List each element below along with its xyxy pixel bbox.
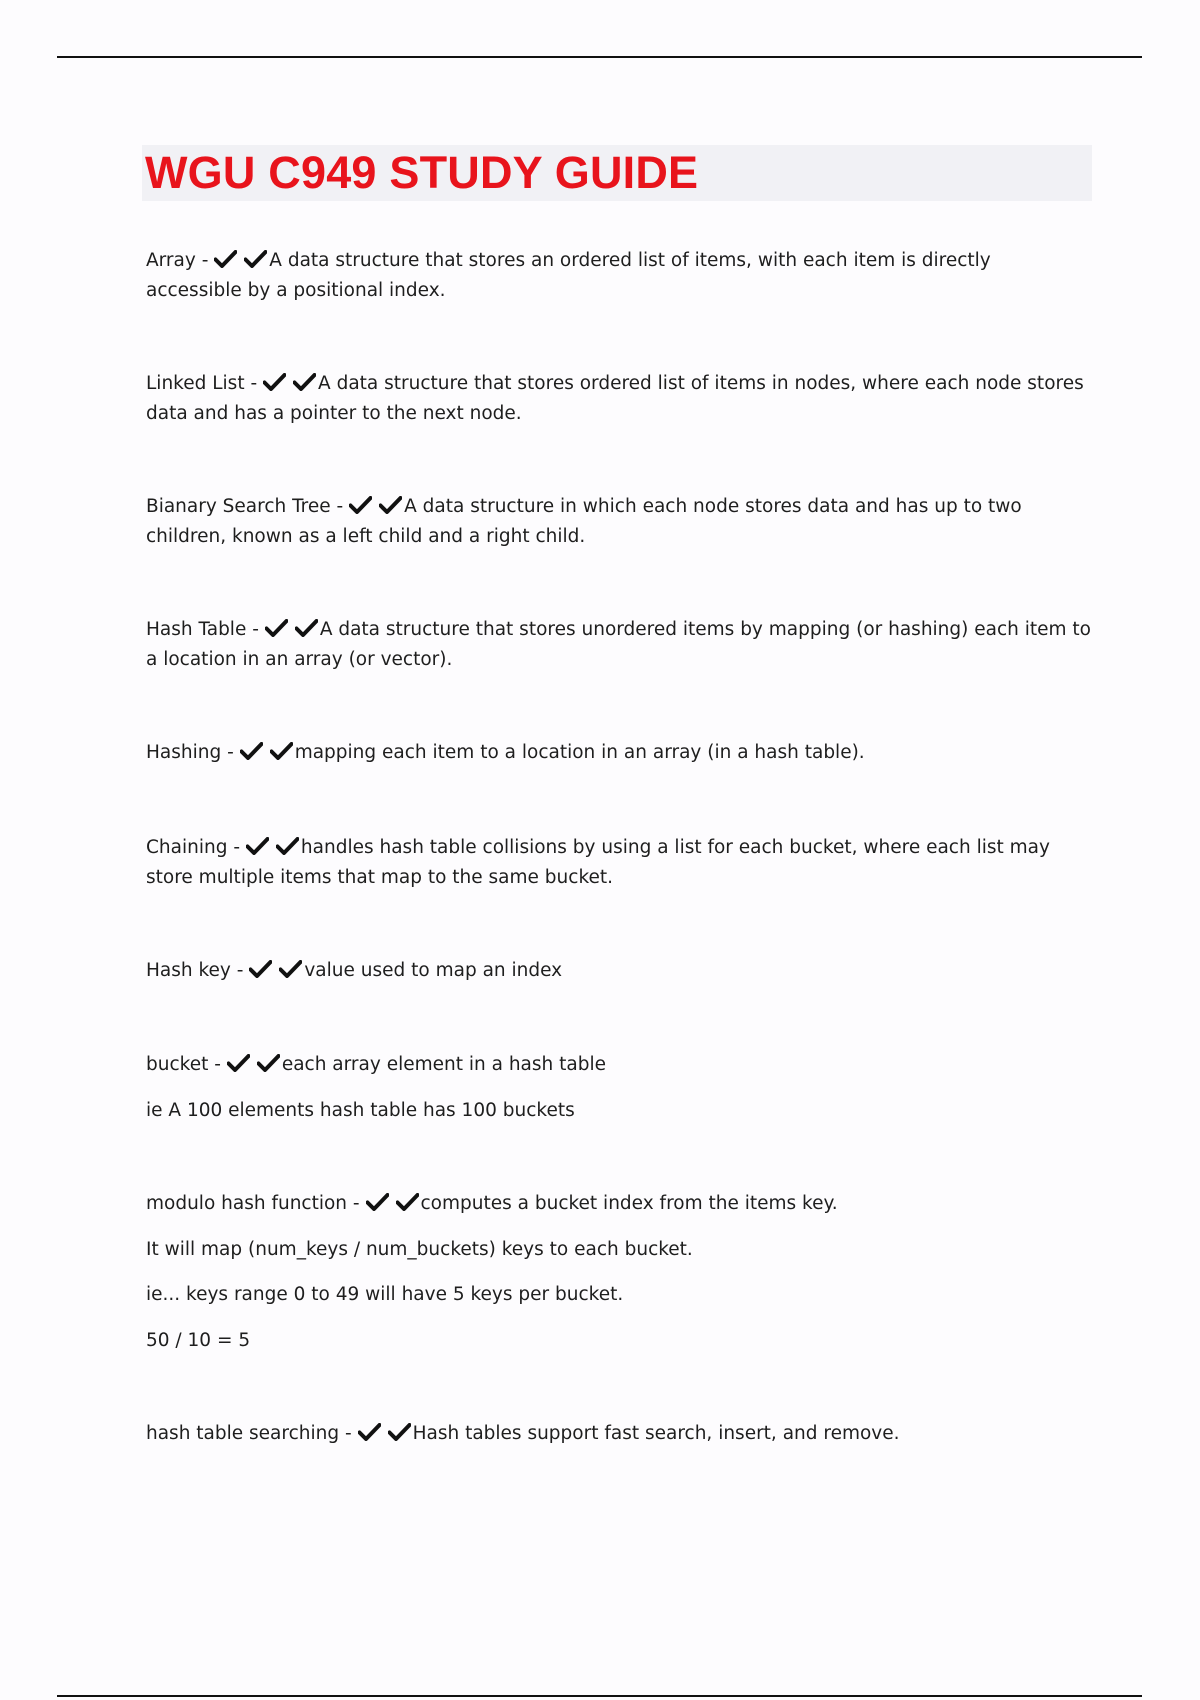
entry-note: It will map (num_keys / num_buckets) keys to each bucket. — [146, 1239, 693, 1260]
entry-separator: - — [236, 960, 244, 981]
page-title: WGU C949 STUDY GUIDE — [145, 147, 699, 198]
entry-separator: - — [201, 250, 209, 271]
entry-separator: - — [352, 1193, 360, 1214]
top-rule — [57, 56, 1142, 58]
checkmark-icon — [276, 837, 299, 855]
checkmark-icon — [388, 1423, 411, 1441]
entry-hash-table — [146, 615, 1091, 675]
entry-definition: computes a bucket index from the items key. — [420, 1193, 838, 1214]
entry-term: modulo hash function — [146, 1193, 348, 1214]
entry-term: Hashing — [146, 742, 222, 763]
entry-note: ie A 100 elements hash table has 100 buckets — [146, 1100, 575, 1121]
entry-hash-table-searching — [146, 1419, 1091, 1449]
entry-separator: - — [227, 742, 234, 763]
entry-separator: - — [345, 1423, 352, 1444]
entry-definition: each array element in a hash table — [281, 1054, 606, 1075]
entry-hash-key — [146, 956, 1091, 986]
checkmark-icon — [293, 373, 316, 391]
entry-definition: A data structure in which each node stores data and has up to two children, known as a left child and a right child. — [146, 496, 1022, 547]
entry-definition: A data structure that stores unordered items by mapping (or hashing) each item to a location in an array (or vector). — [146, 619, 1091, 670]
entry-hashing — [146, 738, 1091, 768]
checkmark-icon — [396, 1193, 419, 1211]
entry-separator: - — [252, 619, 259, 640]
entry-definition: handles hash table collisions by using a list for each bucket, where each list may store multiple items that map to the same bucket. — [146, 837, 1050, 888]
entry-term: hash table searching — [146, 1423, 340, 1444]
entry-term: Linked List — [146, 373, 245, 394]
entry-binary-search-tree — [146, 492, 1091, 552]
checkmark-icon — [244, 250, 267, 268]
checkmark-icon — [270, 742, 293, 760]
checkmark-icon — [227, 1054, 250, 1072]
entry-term: Chaining — [146, 837, 228, 858]
checkmark-icon — [263, 373, 286, 391]
entry-separator: - — [214, 1054, 221, 1075]
checkmark-icon — [349, 496, 372, 514]
entry-chaining — [146, 833, 1091, 893]
entry-definition: Hash tables support fast search, insert, and remove. — [412, 1423, 900, 1444]
entry-definition: value used to map an index — [304, 960, 563, 981]
entry-definition: mapping each item to a location in an array (in a hash table). — [294, 742, 865, 763]
entry-term: Array — [146, 250, 196, 271]
entry-bucket — [146, 1050, 1091, 1080]
entry-term: Hash key — [146, 960, 231, 981]
entry-note: 50 / 10 = 5 — [146, 1330, 251, 1351]
entry-term: Bianary Search Tree — [146, 496, 331, 517]
checkmark-icon — [366, 1193, 389, 1211]
checkmark-icon — [295, 619, 318, 637]
checkmark-icon — [279, 960, 302, 978]
entry-term: bucket — [146, 1054, 209, 1075]
entry-separator: - — [250, 373, 258, 394]
checkmark-icon — [249, 960, 272, 978]
entry-definition: A data structure that stores an ordered list of items, with each item is directly accessible by a positional index. — [146, 250, 991, 301]
entry-separator: - — [233, 837, 241, 858]
entry-definition: A data structure that stores ordered list of items in nodes, where each node stores data and has a pointer to the next node. — [146, 373, 1084, 424]
entry-array — [146, 246, 1091, 306]
checkmark-icon — [246, 837, 269, 855]
entry-note: ie... keys range 0 to 49 will have 5 keys per bucket. — [146, 1284, 624, 1305]
entry-separator: - — [336, 496, 344, 517]
entry-modulo-hash-function — [146, 1189, 1091, 1219]
bottom-rule — [57, 1695, 1142, 1697]
checkmark-icon — [257, 1054, 280, 1072]
checkmark-icon — [379, 496, 402, 514]
entry-term: Hash Table — [146, 619, 247, 640]
entry-linked-list — [146, 369, 1091, 429]
checkmark-icon — [240, 742, 263, 760]
checkmark-icon — [214, 250, 237, 268]
checkmark-icon — [358, 1423, 381, 1441]
checkmark-icon — [265, 619, 288, 637]
